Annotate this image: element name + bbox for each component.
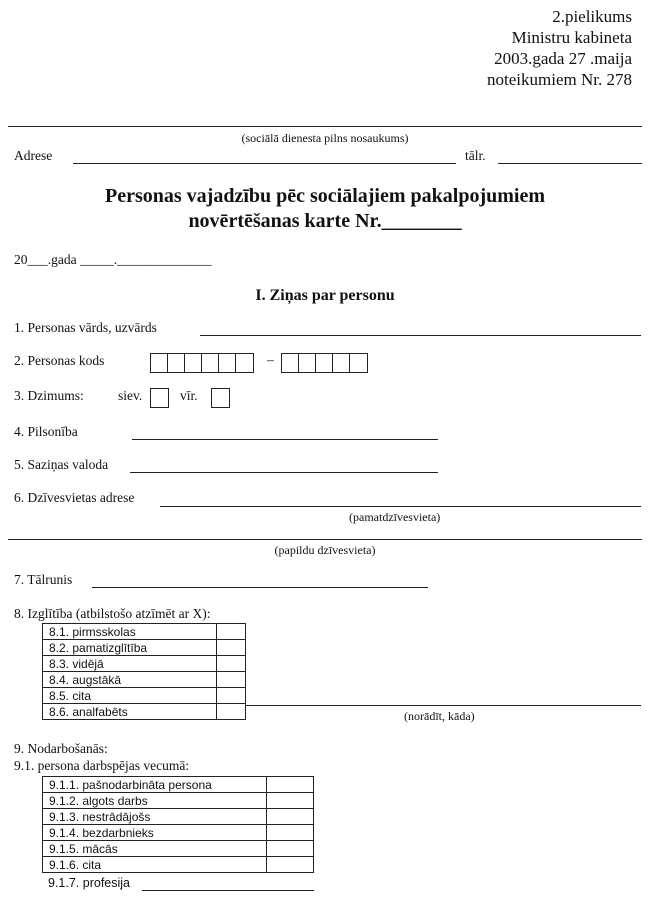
regulation-number: noteikumiem Nr. 278 [487, 70, 632, 89]
occupation-checkbox[interactable] [267, 777, 314, 793]
address-line[interactable] [73, 163, 456, 164]
occupation-row [43, 825, 314, 841]
education-table [42, 623, 246, 720]
code-digit-box[interactable] [168, 354, 185, 372]
education-row [43, 672, 246, 688]
education-row [43, 656, 246, 672]
code-digit-box[interactable] [219, 354, 236, 372]
education-other-line[interactable] [246, 705, 641, 706]
form-title-line1: Personas vajadzību pēc sociālajiem pakalpojumiem [105, 185, 545, 207]
service-name-caption: (sociālā dienesta pilns nosaukums) [241, 131, 409, 145]
education-checkbox[interactable] [217, 624, 246, 640]
language-label: 5. Saziņas valoda [14, 457, 109, 472]
occupation-option: 9.1.3. nestrādājošs [43, 809, 267, 825]
annex-number: 2.pielikums [552, 7, 632, 26]
occupation-option: 9.1.6. cita [43, 857, 267, 873]
female-checkbox[interactable] [150, 388, 169, 408]
section-heading: I. Ziņas par personu [255, 287, 395, 304]
occupation-checkbox[interactable] [267, 793, 314, 809]
education-row [43, 704, 246, 720]
profession-line[interactable] [142, 890, 314, 891]
code-digit-box[interactable] [151, 354, 168, 372]
code-digit-box[interactable] [185, 354, 202, 372]
occupation-checkbox[interactable] [267, 809, 314, 825]
education-checkbox[interactable] [217, 672, 246, 688]
education-checkbox[interactable] [217, 704, 246, 720]
education-checkbox[interactable] [217, 640, 246, 656]
education-row [43, 624, 246, 640]
occupation-option: 9.1.1. pašnodarbināta persona [43, 777, 267, 793]
education-label: 8. Izglītība (atbilstošo atzīmēt ar X): [14, 606, 211, 621]
education-other-caption: (norādīt, kāda) [404, 709, 475, 723]
personal-code-second-part[interactable] [281, 353, 368, 373]
occupation-option: 9.1.2. algots darbs [43, 793, 267, 809]
female-label: siev. [118, 388, 143, 403]
profession-label: 9.1.7. profesija [48, 876, 130, 890]
education-checkbox[interactable] [217, 656, 246, 672]
personal-code-dash: – [267, 352, 274, 367]
code-digit-box[interactable] [202, 354, 219, 372]
name-label: 1. Personas vārds, uzvārds [14, 320, 157, 335]
education-option: 8.2. pamatizglītība [43, 640, 217, 656]
citizenship-label: 4. Pilsonība [14, 424, 78, 439]
gender-label: 3. Dzimums: [14, 388, 84, 403]
code-digit-box[interactable] [316, 354, 333, 372]
occupation-row [43, 857, 314, 873]
regulation-date: 2003.gada 27 .maija [494, 49, 632, 68]
education-option: 8.3. vidējā [43, 656, 217, 672]
occupation-table [42, 776, 314, 873]
code-digit-box[interactable] [299, 354, 316, 372]
occupation-row [43, 793, 314, 809]
main-residence-line[interactable] [160, 506, 641, 507]
occupation-row [43, 841, 314, 857]
extra-residence-caption: (papildu dzīvesvieta) [274, 543, 376, 557]
education-option: 8.6. analfabēts [43, 704, 217, 720]
main-residence-caption: (pamatdzīvesvieta) [349, 510, 441, 524]
education-checkbox[interactable] [217, 688, 246, 704]
personal-code-label: 2. Personas kods [14, 353, 105, 368]
name-line[interactable] [200, 335, 641, 336]
citizenship-line[interactable] [132, 439, 438, 440]
occupation-option: 9.1.5. mācās [43, 841, 267, 857]
code-digit-box[interactable] [333, 354, 350, 372]
telephone-line[interactable] [92, 587, 428, 588]
male-checkbox[interactable] [211, 388, 230, 408]
service-name-line[interactable] [8, 126, 642, 127]
date-line[interactable]: 20___.gada _____.______________ [14, 252, 212, 267]
occupation-row [43, 777, 314, 793]
phone-line[interactable] [498, 163, 642, 164]
residence-label: 6. Dzīvesvietas adrese [14, 490, 135, 505]
occupation-checkbox[interactable] [267, 857, 314, 873]
male-label: vīr. [180, 388, 198, 403]
occupation-checkbox[interactable] [267, 825, 314, 841]
code-digit-box[interactable] [282, 354, 299, 372]
code-digit-box[interactable] [236, 354, 253, 372]
personal-code-first-part[interactable] [150, 353, 254, 373]
phone-label: tālr. [465, 148, 486, 163]
working-age-label: 9.1. persona darbspējas vecumā: [14, 758, 190, 773]
occupation-checkbox[interactable] [267, 841, 314, 857]
education-option: 8.5. cita [43, 688, 217, 704]
form-title-line2: novērtēšanas karte Nr.________ [188, 210, 462, 232]
extra-residence-line[interactable] [8, 539, 642, 540]
education-row [43, 688, 246, 704]
education-option: 8.4. augstākā [43, 672, 217, 688]
address-label: Adrese [14, 148, 53, 163]
telephone-label: 7. Tālrunis [14, 572, 73, 587]
occupation-label: 9. Nodarbošanās: [14, 741, 108, 756]
education-row [43, 640, 246, 656]
language-line[interactable] [130, 472, 438, 473]
occupation-row [43, 809, 314, 825]
code-digit-box[interactable] [350, 354, 367, 372]
occupation-option: 9.1.4. bezdarbnieks [43, 825, 267, 841]
cabinet-ministers: Ministru kabineta [511, 28, 632, 47]
education-option: 8.1. pirmsskolas [43, 624, 217, 640]
